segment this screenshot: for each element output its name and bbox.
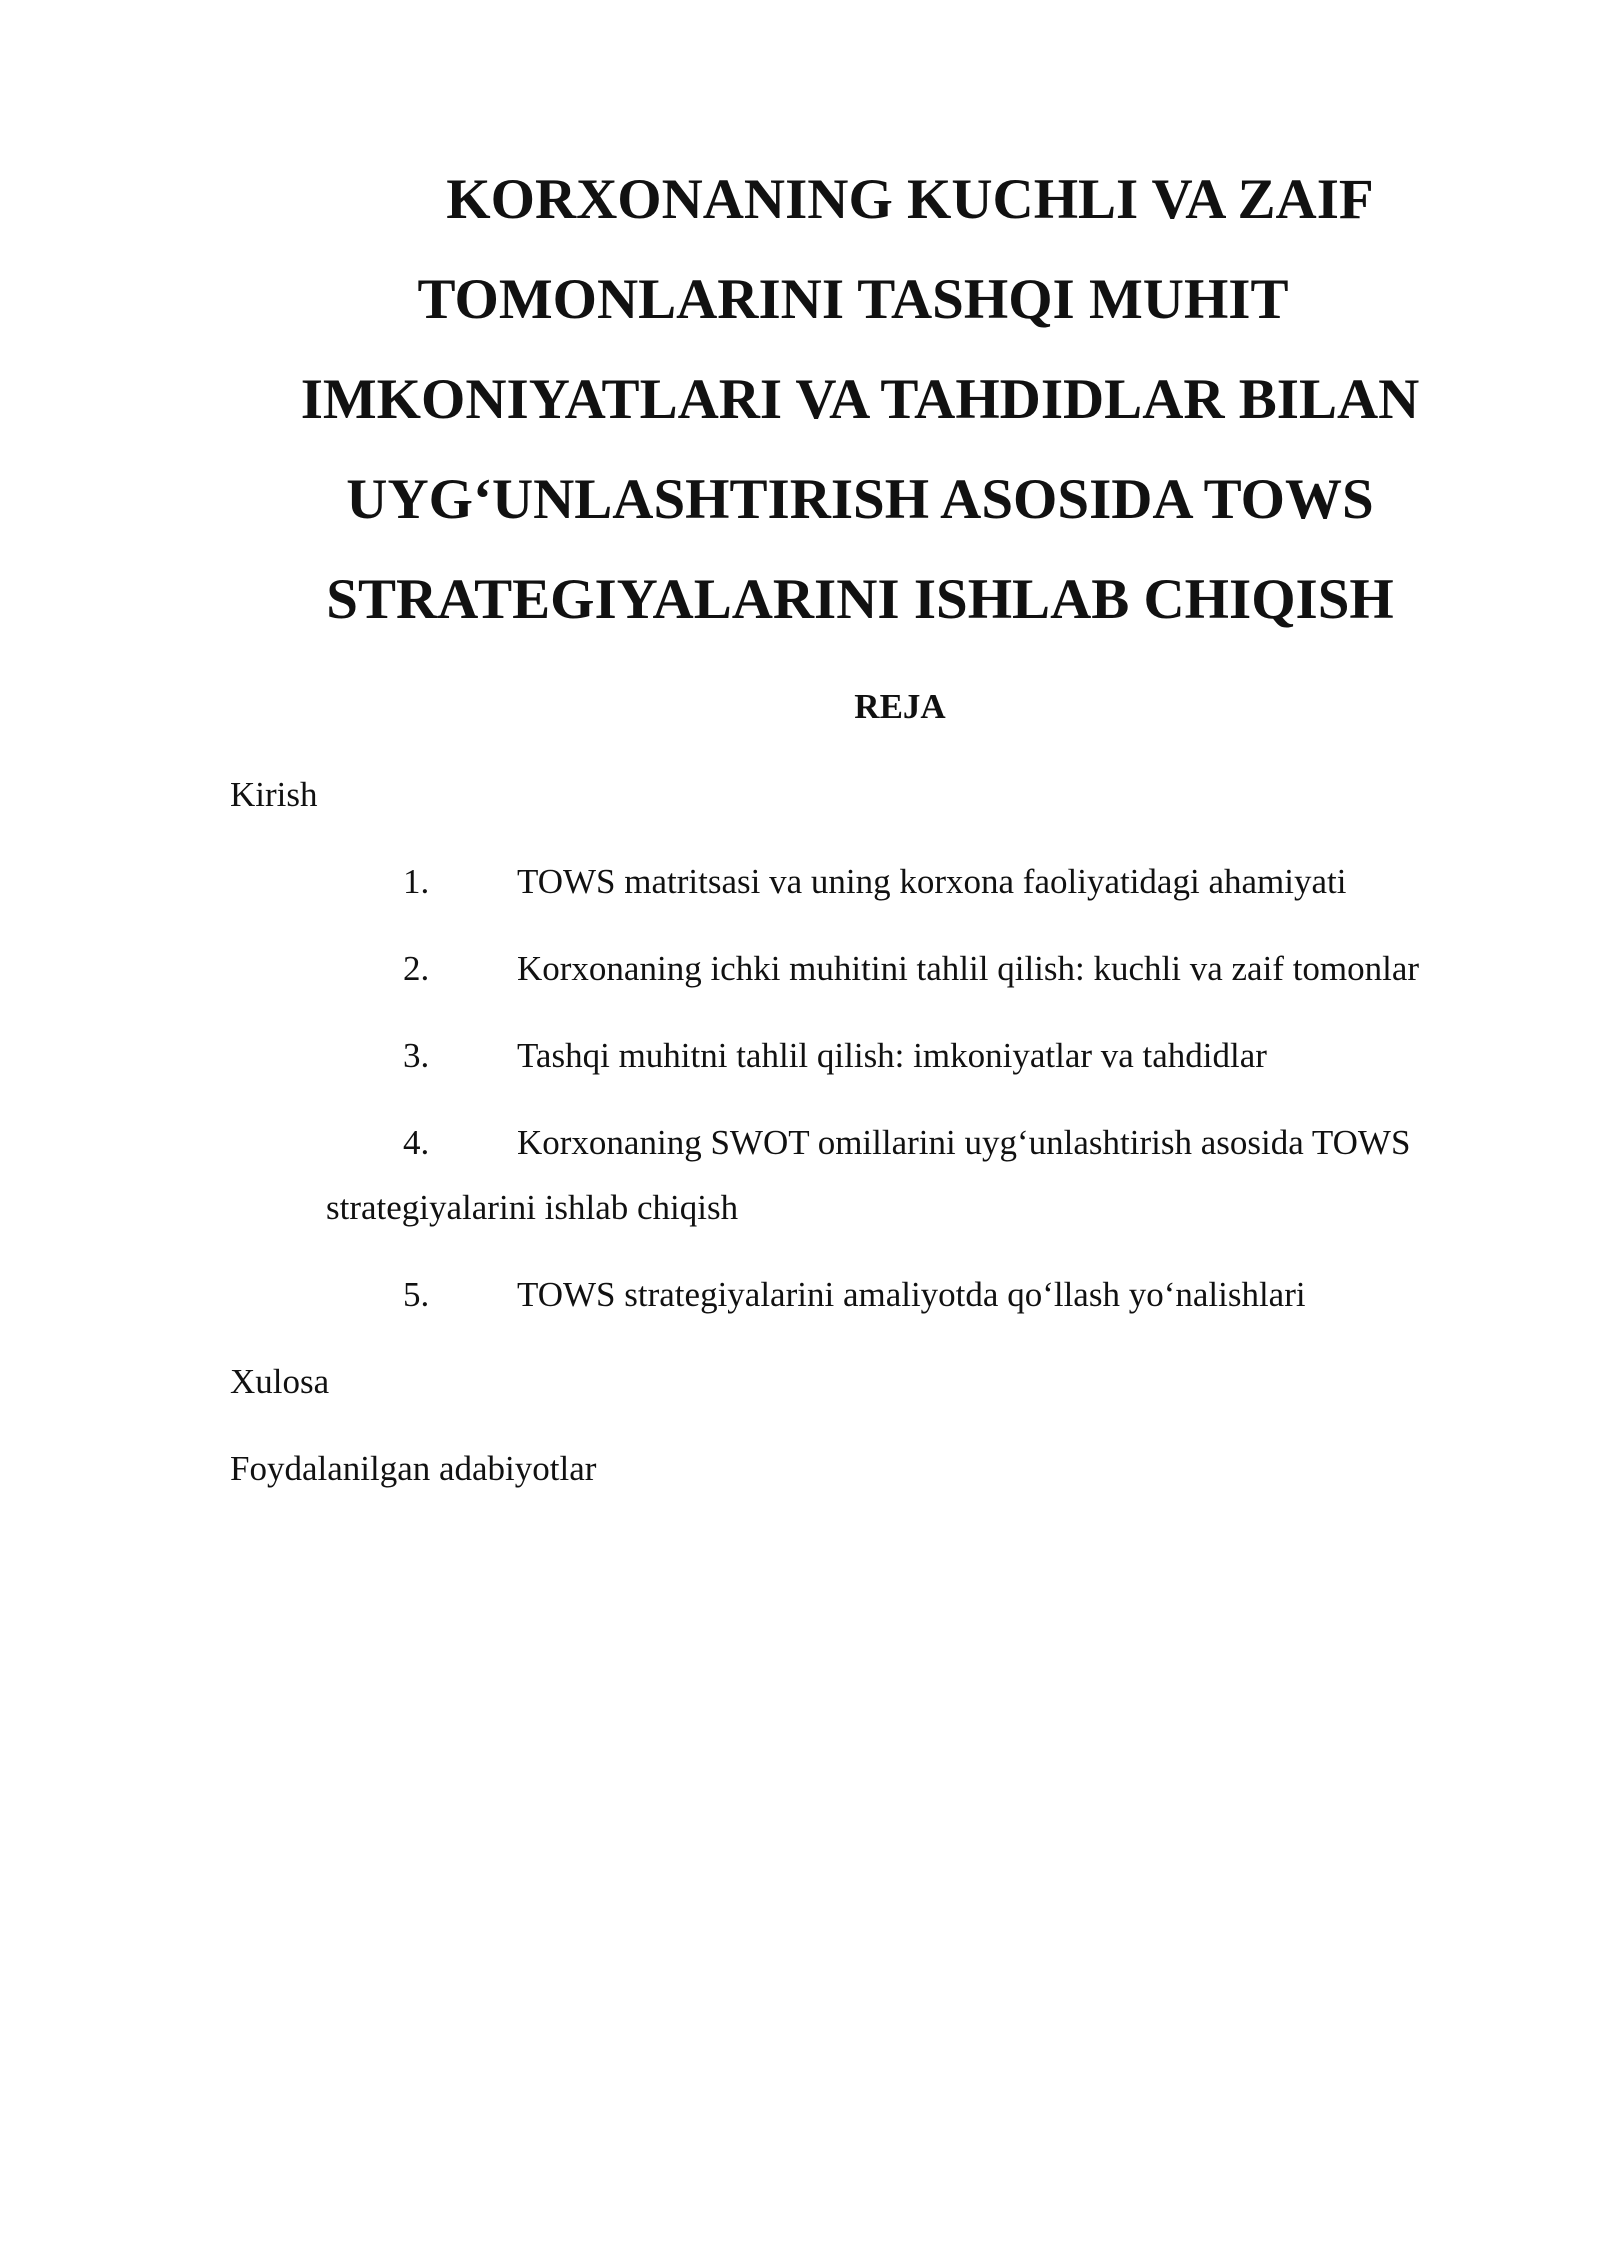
- document-title: [230, 150, 1490, 650]
- plan-item-number: 2.: [403, 949, 430, 988]
- references-entry: Foydalanilgan adabiyotlar: [230, 1449, 597, 1488]
- plan-item-text: Korxonaning SWOT omillarini uyg‘unlashtirish asosida TOWS: [517, 1123, 1411, 1162]
- plan-item-text: TOWS matritsasi va uning korxona faoliyatidagi ahamiyati: [517, 862, 1347, 901]
- title-line: UYG‘UNLASHTIRISH ASOSIDA TOWS: [346, 468, 1374, 531]
- plan-heading: REJA: [854, 687, 946, 726]
- title-line: KORXONANING KUCHLI VA ZAIF: [446, 168, 1374, 231]
- plan-item-text: TOWS strategiyalarini amaliyotda qo‘llash yo‘nalishlari: [517, 1275, 1306, 1314]
- plan-item-text: Tashqi muhitni tahlil qilish: imkoniyatlar va tahdidlar: [517, 1036, 1267, 1075]
- plan-item-number: 3.: [403, 1036, 430, 1075]
- plan-item-number: 5.: [403, 1275, 430, 1314]
- plan-item-text-continued: strategiyalarini ishlab chiqish: [326, 1188, 739, 1227]
- title-line: TOMONLARINI TASHQI MUHIT: [417, 268, 1289, 331]
- intro-entry: Kirish: [230, 775, 318, 814]
- plan-item-number: 4.: [403, 1123, 430, 1162]
- title-line: IMKONIYATLARI VA TAHDIDLAR BILAN: [300, 368, 1420, 431]
- title-line: STRATEGIYALARINI ISHLAB CHIQISH: [326, 568, 1394, 631]
- plan-item-number: 1.: [403, 862, 430, 901]
- conclusion-entry: Xulosa: [230, 1362, 330, 1401]
- plan-item-text: Korxonaning ichki muhitini tahlil qilish: kuchli va zaif tomonlar: [517, 949, 1420, 988]
